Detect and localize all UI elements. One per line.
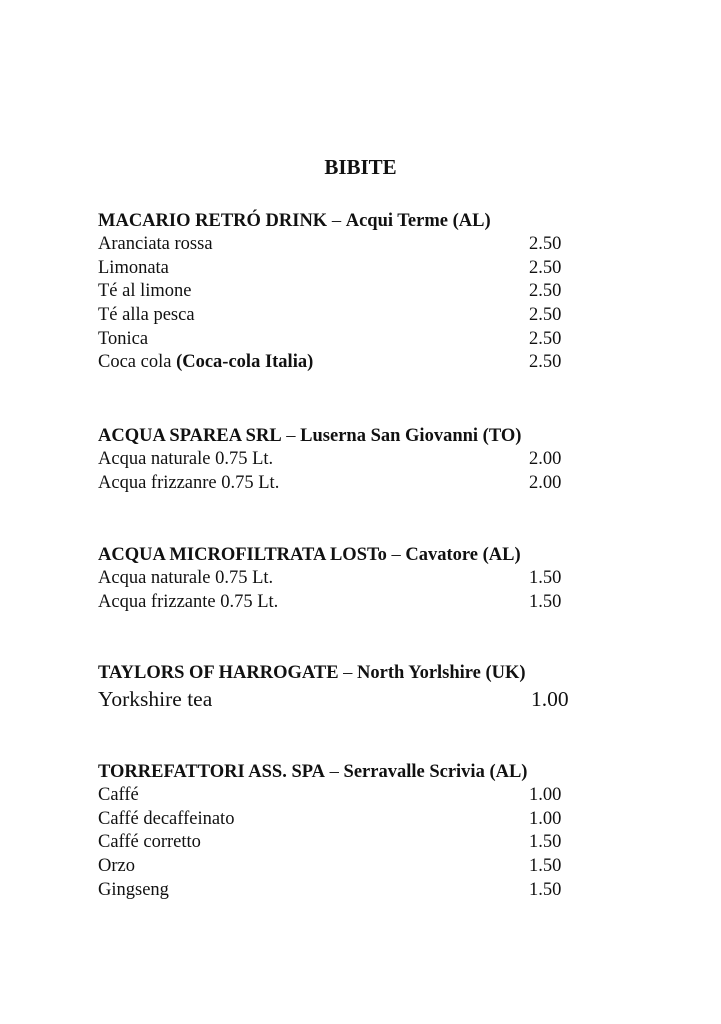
item-price: 1.00 xyxy=(531,687,569,711)
item-name: Acqua naturale 0.75 Lt. xyxy=(98,568,274,588)
menu-item xyxy=(98,257,578,281)
item-name-with-brand xyxy=(98,351,313,375)
item-price: 1.50 xyxy=(529,568,562,588)
item-name: Orzo xyxy=(98,856,135,877)
item-name: Caffé xyxy=(98,785,139,805)
item-price: 2.50 xyxy=(529,281,562,302)
menu-section-macario xyxy=(98,209,578,375)
company-location: Serravalle Scrivia (AL) xyxy=(343,762,528,782)
menu-item xyxy=(98,879,578,903)
menu-item xyxy=(98,685,578,713)
menu-section-torrefattori xyxy=(98,760,578,902)
company-name: TORREFATTORI ASS. SPA xyxy=(98,762,326,782)
item-price: 1.50 xyxy=(529,879,562,900)
item-name: Té al limone xyxy=(98,281,192,302)
item-price: 1.00 xyxy=(529,808,562,829)
section-header xyxy=(98,424,578,448)
menu-item xyxy=(98,280,578,304)
menu-item xyxy=(98,808,578,832)
company-name: TAYLORS OF HARROGATE xyxy=(98,663,339,683)
item-name: Caffé corretto xyxy=(98,832,201,853)
item-price: 2.50 xyxy=(529,352,562,373)
company-name: ACQUA SPAREA SRL xyxy=(98,426,282,446)
menu-item xyxy=(98,328,578,352)
item-price: 1.00 xyxy=(529,785,562,805)
header-separator: – xyxy=(386,545,406,565)
item-brand: (Coca-cola Italia) xyxy=(176,352,314,373)
company-location: North Yorlshire (UK) xyxy=(357,663,526,683)
item-name: Acqua frizzanre 0.75 Lt. xyxy=(98,472,280,493)
menu-item xyxy=(98,784,578,808)
item-price: 1.50 xyxy=(529,832,562,853)
item-price: 2.50 xyxy=(529,305,562,326)
item-name: Caffé decaffeinato xyxy=(98,808,235,829)
item-price: 1.50 xyxy=(529,856,562,877)
item-price: 2.00 xyxy=(529,472,562,493)
header-separator: – xyxy=(338,663,358,683)
header-separator: – xyxy=(325,762,344,782)
menu-item xyxy=(98,448,578,472)
item-name: Gingseng xyxy=(98,879,169,900)
item-price: 2.00 xyxy=(529,449,562,469)
item-name: Acqua naturale 0.75 Lt. xyxy=(98,449,274,469)
page-title: BIBITE xyxy=(324,155,397,179)
company-name: MACARIO RETRÓ DRINK xyxy=(98,211,328,231)
section-header xyxy=(98,543,578,567)
menu-item xyxy=(98,855,578,879)
item-name: Limonata xyxy=(98,257,169,278)
company-name: ACQUA MICROFILTRATA LOSTo xyxy=(98,545,387,565)
item-name: Aranciata rossa xyxy=(98,234,213,254)
header-separator: – xyxy=(327,211,346,231)
menu-item xyxy=(98,233,578,257)
item-name: Acqua frizzante 0.75 Lt. xyxy=(98,591,279,612)
menu-item xyxy=(98,304,578,328)
header-separator: – xyxy=(281,426,301,446)
item-price: 2.50 xyxy=(529,234,562,254)
menu-item xyxy=(98,591,578,615)
company-location: Acqui Terme (AL) xyxy=(345,211,491,231)
menu-item xyxy=(98,567,578,591)
item-price: 1.50 xyxy=(529,591,562,612)
company-location: Luserna San Giovanni (TO) xyxy=(300,426,522,446)
menu-item xyxy=(98,472,578,496)
item-name: Yorkshire tea xyxy=(98,687,213,711)
item-price: 2.50 xyxy=(529,257,562,278)
menu-item xyxy=(98,351,578,375)
item-name: Tonica xyxy=(98,328,149,349)
section-header xyxy=(98,661,578,685)
company-location: Cavatore (AL) xyxy=(405,545,521,565)
menu-item xyxy=(98,831,578,855)
menu-section-sparea xyxy=(98,424,578,495)
section-header xyxy=(98,760,578,784)
item-name: Té alla pesca xyxy=(98,305,195,326)
menu-section-taylors xyxy=(98,661,578,713)
item-price: 2.50 xyxy=(529,328,562,349)
section-header xyxy=(98,209,578,233)
item-name: Coca cola xyxy=(98,352,177,373)
menu-section-losto xyxy=(98,543,578,614)
